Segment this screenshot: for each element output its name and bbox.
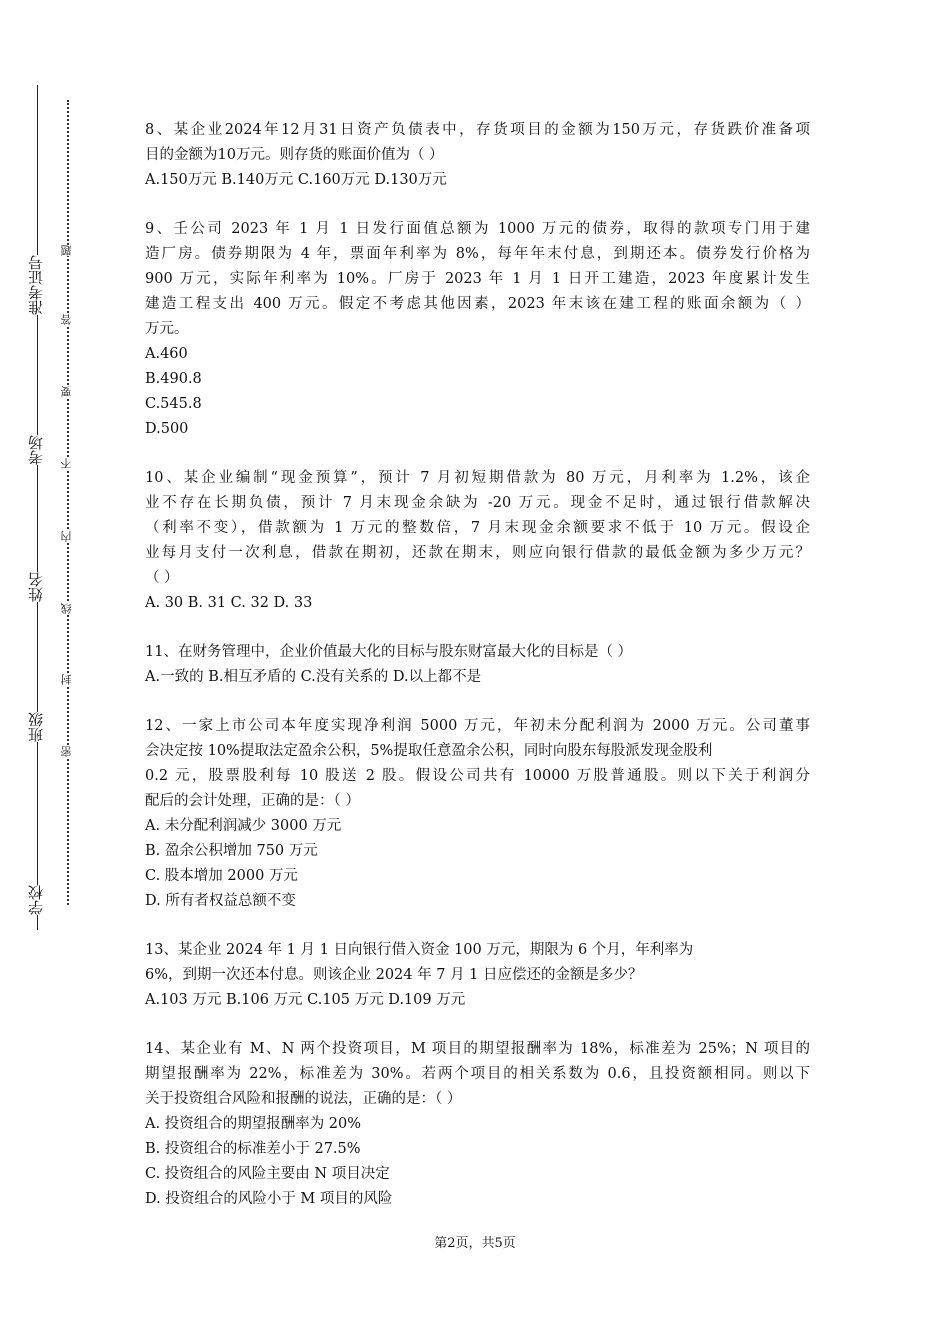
answer-option: B. 盈余公积增加 750 万元 [145, 843, 318, 859]
question-text: 13、某企业 2024 年 1 月 1 日向银行借入资金 100 万元，期限为 6 个月，年利率为 [145, 942, 694, 958]
seal-dotted-line [67, 100, 69, 905]
question-12 [145, 714, 810, 914]
question-text: 建造工程支出 400 万元。假定不考虑其他因素，2023 年末该在建工程的账面余额为（ ） [145, 296, 810, 312]
seal-char: 封 [60, 674, 73, 685]
answer-option: C. 投资组合的风险主要由 N 项目决定 [145, 1166, 390, 1182]
question-8 [145, 118, 810, 193]
question-text: 业每月支付一次利息，借款在期初，还款在期末，则应向银行借款的最低金额为多少万元？ [145, 545, 810, 561]
question-text: 12、一家上市公司本年度实现净利润 5000 万元，年初未分配利润为 2000 万元。公司董事 [145, 718, 810, 734]
seal-char: 内 [60, 531, 73, 542]
question-11 [145, 640, 810, 690]
question-text: 业不存在长期负债，预计 7 月末现金余缺为 -20 万元。现金不足时，通过银行借款解决 [145, 495, 810, 511]
question-text: 900 万元，实际年利率为 10%。厂房于 2023 年 1 月 1 日开工建造，2023 年度累计发生 [145, 271, 810, 287]
question-text: 期望报酬率为 22%，标准差为 30%。若两个项目的相关系数为 0.6，且投资额相同。则以下 [145, 1066, 810, 1082]
page-number: 第2页，共5页 [434, 1236, 516, 1251]
binding-fill-line [37, 85, 38, 930]
question-list [145, 118, 810, 1236]
question-text: 会决定按 10%提取法定盈余公积，5%提取任意盈余公积，同时向股东每股派发现金股利 [145, 743, 713, 759]
answer-option: D. 投资组合的风险小于 M 项目的风险 [145, 1191, 393, 1207]
school-label: 学校 [24, 885, 48, 915]
seal-char: 不 [60, 458, 73, 469]
answer-option: A.460 [145, 346, 188, 362]
answer-option: C.545.8 [145, 396, 202, 412]
answer-options: A. 30 B. 31 C. 32 D. 33 [145, 595, 313, 611]
answer-option: D. 所有者权益总额不变 [145, 893, 296, 909]
question-text: 配后的会计处理，正确的是：（ ） [145, 793, 360, 809]
question-text: （利率不变），借款额为 1 万元的整数倍，7 月末现金余额要求不低于 10 万元。假设企 [145, 520, 810, 536]
seal-char: 答 [60, 314, 73, 325]
answer-option: C. 股本增加 2000 万元 [145, 868, 298, 884]
student-name-label: 姓名 [24, 572, 48, 602]
question-text: 关于投资组合风险和报酬的说法，正确的是：（ ） [145, 1091, 462, 1107]
question-text: 9、壬公司 2023 年 1 月 1 日发行面值总额为 1000 万元的债券，取得的款项专门用于建 [145, 221, 810, 237]
seal-char: 要 [60, 386, 73, 397]
question-text: 6%，到期一次还本付息。则该企业 2024 年 7 月 1 日应偿还的金额是多少？ [145, 967, 643, 983]
seal-char: 密 [60, 746, 73, 757]
question-text: 14、某企业有 M、N 两个投资项目，M 项目的期望报酬率为 18%，标准差为 25%；N 项目的 [145, 1041, 810, 1057]
answer-option: A. 未分配利润减少 3000 万元 [145, 818, 342, 834]
exam-room-label: 考场 [24, 435, 48, 465]
question-text: 目的金额为10万元。则存货的账面价值为（ ） [145, 147, 444, 163]
answer-option: B.490.8 [145, 371, 202, 387]
question-text: 10、某企业编制“现金预算”，预计 7 月初短期借款为 80 万元，月利率为 1.2%，该企 [145, 470, 810, 486]
question-9 [145, 217, 810, 442]
class-label: 班级 [24, 712, 48, 742]
seal-char: 线 [60, 603, 73, 614]
seal-char: 题 [60, 245, 73, 256]
answer-option: B. 投资组合的标准差小于 27.5% [145, 1141, 361, 1157]
answer-option: A. 投资组合的期望报酬率为 20% [145, 1116, 362, 1132]
exam-number-label: 准考证号 [24, 255, 48, 315]
question-13 [145, 938, 810, 1013]
question-14 [145, 1037, 810, 1212]
question-10 [145, 466, 810, 616]
binding-margin [0, 0, 110, 1344]
question-text: 8、某企业2024年12月31日资产负债表中，存货项目的金额为150万元，存货跌价准备项 [145, 122, 810, 138]
question-text: （ ） [145, 570, 179, 586]
question-text: 万元。 [145, 321, 189, 337]
answer-options: A.103 万元 B.106 万元 C.105 万元 D.109 万元 [145, 992, 466, 1008]
question-text: 11、在财务管理中，企业价值最大化的目标与股东财富最大化的目标是（ ） [145, 644, 633, 660]
answer-options: A.150万元 B.140万元 C.160万元 D.130万元 [145, 172, 447, 188]
answer-options: A.一致的 B.相互矛盾的 C.没有关系的 D.以上都不是 [145, 669, 482, 685]
question-text: 造厂房。债券期限为 4 年，票面年利率为 8%，每年年末付息，到期还本。债券发行价格为 [145, 246, 810, 262]
question-text: 0.2 元，股票股利每 10 股送 2 股。假设公司共有 10000 万股普通股。则以下关于利润分 [145, 768, 810, 784]
answer-option: D.500 [145, 421, 189, 437]
